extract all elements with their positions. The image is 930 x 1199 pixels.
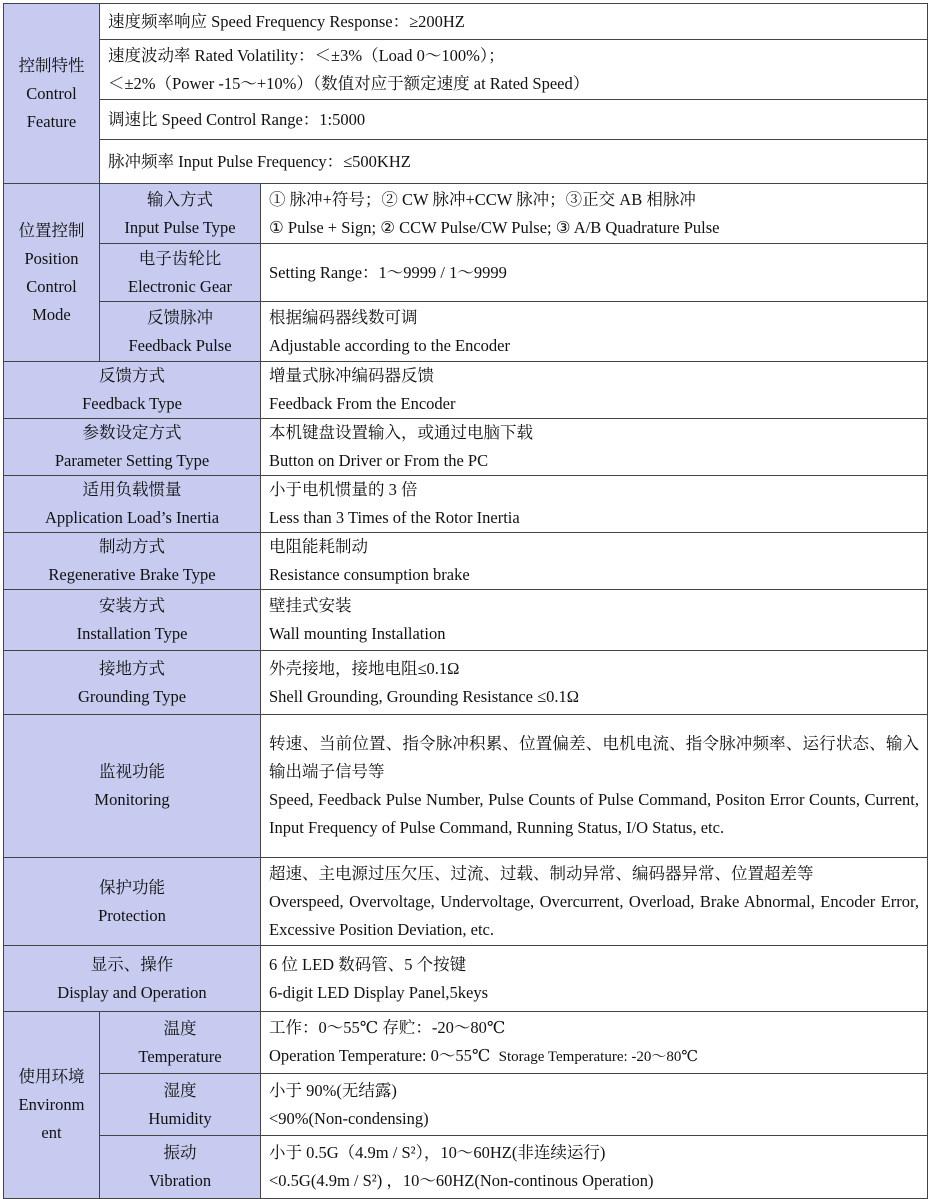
label-en: Protection — [98, 905, 166, 925]
value-cn: 增量式脉冲编码器反馈 — [269, 366, 434, 385]
display-operation-label — [4, 946, 261, 1012]
table-row — [4, 715, 928, 858]
label-cn: 参数设定方式 — [82, 423, 182, 442]
label-en: Feedback Type — [82, 394, 182, 413]
category-position — [4, 184, 100, 362]
category-label-en: Control — [26, 276, 77, 296]
brake-type-label — [4, 533, 261, 590]
electronic-gear-label — [100, 244, 261, 302]
label-cn: 输入方式 — [147, 189, 213, 209]
value-text: 调速比 Speed Control Range：1:5000 — [108, 109, 366, 129]
category-label-cn: 控制特性 — [18, 55, 85, 75]
vibration-label — [100, 1136, 261, 1199]
category-control — [4, 4, 100, 184]
table-row — [4, 244, 928, 302]
label-cn: 反馈方式 — [99, 366, 165, 385]
category-label-en: Position — [24, 248, 79, 268]
table-row — [4, 419, 928, 476]
value-cn: 小于 90%(无结露) — [269, 1080, 397, 1100]
value-en: 6-digit LED Display Panel,5keys — [269, 982, 489, 1002]
label-cn: 安装方式 — [99, 596, 165, 615]
label-en: Input Pulse Type — [124, 217, 236, 237]
label-en: Monitoring — [94, 790, 170, 809]
feedback-type-label — [4, 362, 261, 419]
table-row — [4, 40, 928, 100]
category-environment — [4, 1012, 100, 1199]
parameter-setting-label — [4, 419, 261, 476]
input-pulse-type-label — [100, 184, 261, 244]
table-row — [4, 140, 928, 184]
rated-volatility — [100, 40, 928, 100]
label-en: Display and Operation — [57, 982, 207, 1002]
label-cn: 显示、操作 — [90, 954, 174, 974]
humidity-label — [100, 1074, 261, 1136]
label-en: Humidity — [148, 1108, 212, 1128]
table-row — [4, 1136, 928, 1199]
value-cn: 小于 0.5G（4.9m / S²），10～60HZ(非连续运行) — [269, 1143, 606, 1162]
value-en: Speed, Feedback Pulse Number, Pulse Counts of Pulse Command, Positon Error Counts, Current, Input Frequency of Pulse Command, Running Status, I/O Status, etc. — [269, 790, 920, 837]
label-cn: 适用负载惯量 — [82, 480, 182, 499]
category-label-en: ent — [41, 1123, 62, 1142]
electronic-gear-value — [261, 244, 928, 302]
table-row — [4, 858, 928, 946]
monitoring-value — [261, 715, 928, 858]
value-cn: 根据编码器线数可调 — [269, 307, 418, 327]
vibration-value — [261, 1136, 928, 1199]
category-label-en: Feature — [26, 111, 77, 131]
label-en: Regenerative Brake Type — [48, 565, 216, 584]
value-cn: 小于电机惯量的 3 倍 — [269, 480, 418, 499]
load-inertia-label — [4, 476, 261, 533]
label-en: Parameter Setting Type — [54, 451, 210, 470]
value-cn: 6 位 LED 数码管、5 个按键 — [269, 954, 467, 974]
label-en: Application Load’s Inertia — [44, 508, 220, 527]
value-cn: 超速、主电源过压欠压、过流、过载、制动异常、编码器异常、位置超差等 — [269, 863, 814, 883]
label-en: Installation Type — [76, 624, 188, 643]
table-row — [4, 100, 928, 140]
value-cn: 壁挂式安装 — [269, 596, 352, 615]
value-text: ＜±2%（Power -15～+10%）（数值对应于额定速度 at Rated Speed） — [108, 73, 590, 93]
label-cn: 制动方式 — [99, 537, 165, 556]
value-en: <90%(Non-condensing) — [269, 1108, 429, 1128]
table-row — [4, 362, 928, 419]
category-label-en: Mode — [32, 304, 71, 324]
table-row — [4, 533, 928, 590]
speed-frequency-response — [100, 4, 928, 40]
value-text: 脉冲频率 Input Pulse Frequency：≤500KHZ — [108, 151, 411, 171]
value-text: Setting Range：1～9999 / 1～9999 — [269, 262, 507, 282]
value-cn: 工作：0～55℃ 存贮：-20～80℃ — [269, 1018, 506, 1037]
storage-temperature: Storage Temperature: -20～80℃ — [498, 1049, 699, 1065]
value-en: ① Pulse + Sign; ② CCW Pulse/CW Pulse; ③ A/B Quadrature Pulse — [269, 217, 720, 237]
value-en: Button on Driver or From the PC — [269, 451, 489, 470]
humidity-value — [261, 1074, 928, 1136]
label-cn: 湿度 — [163, 1080, 197, 1100]
load-inertia-value — [261, 476, 928, 533]
spec-table — [3, 3, 928, 1199]
feedback-pulse-label — [100, 302, 261, 362]
value-en: Adjustable according to the Encoder — [269, 335, 510, 355]
label-en: Feedback Pulse — [128, 335, 232, 355]
table-row — [4, 590, 928, 651]
value-en: Less than 3 Times of the Rotor Inertia — [269, 508, 520, 527]
category-label-cn: 使用环境 — [18, 1067, 85, 1086]
value-cn: 电阻能耗制动 — [269, 537, 368, 556]
label-cn: 电子齿轮比 — [138, 248, 222, 268]
table-row — [4, 4, 928, 40]
brake-type-value — [261, 533, 928, 590]
installation-type-label — [4, 590, 261, 651]
operation-temperature: Operation Temperature: 0～55℃ — [269, 1046, 491, 1065]
value-en: Resistance consumption brake — [269, 565, 470, 584]
monitoring-label — [4, 715, 261, 858]
installation-type-value — [261, 590, 928, 651]
table-row — [4, 1012, 928, 1074]
label-en: Vibration — [148, 1171, 212, 1190]
protection-label — [4, 858, 261, 946]
label-cn: 温度 — [163, 1018, 197, 1038]
temperature-label — [100, 1012, 261, 1074]
label-en: Electronic Gear — [128, 276, 232, 296]
label-cn: 接地方式 — [99, 658, 165, 678]
grounding-type-label — [4, 651, 261, 715]
label-cn: 监视功能 — [99, 762, 165, 781]
label-en: Grounding Type — [77, 686, 187, 706]
table-row — [4, 476, 928, 533]
value-en: Shell Grounding, Grounding Resistance ≤0.1Ω — [269, 686, 580, 706]
label-cn: 保护功能 — [99, 877, 165, 897]
value-en: <0.5G(4.9m / S²) ，10～60HZ(Non-continous Operation) — [269, 1171, 654, 1190]
feedback-pulse-value — [261, 302, 928, 362]
table-row — [4, 1074, 928, 1136]
value-en: Overspeed, Overvoltage, Undervoltage, Overcurrent, Overload, Brake Abnormal, Encoder Error, Excessive Position Deviation, etc. — [269, 891, 920, 939]
table-row — [4, 184, 928, 244]
value-en: Wall mounting Installation — [269, 624, 446, 643]
value-en — [269, 1042, 919, 1071]
value-cn: ① 脉冲+符号；② CW 脉冲+CCW 脉冲；③正交 AB 相脉冲 — [269, 189, 696, 209]
grounding-type-value — [261, 651, 928, 715]
table-row — [4, 946, 928, 1012]
speed-control-range — [100, 100, 928, 140]
label-cn: 反馈脉冲 — [147, 307, 213, 327]
value-cn: 外壳接地，接地电阻≤0.1Ω — [269, 658, 460, 678]
table-row — [4, 651, 928, 715]
feedback-type-value — [261, 362, 928, 419]
category-label-cn: 位置控制 — [18, 220, 85, 240]
value-cn: 转速、当前位置、指令脉冲积累、位置偏差、电机电流、指令脉冲频率、运行状态、输入输出端子信号等 — [269, 734, 920, 781]
label-en: Temperature — [138, 1046, 222, 1066]
value-en: Feedback From the Encoder — [269, 394, 456, 413]
value-text: 速度频率响应 Speed Frequency Response：≥200HZ — [108, 11, 465, 31]
table-row — [4, 302, 928, 362]
display-operation-value — [261, 946, 928, 1012]
label-cn: 振动 — [163, 1143, 197, 1162]
protection-value — [261, 858, 928, 946]
value-text: 速度波动率 Rated Volatility：＜±3%（Load 0～100%）； — [108, 45, 505, 65]
category-label-en: Environm — [18, 1095, 85, 1114]
input-pulse-type-value — [261, 184, 928, 244]
category-label-en: Control — [26, 83, 77, 103]
parameter-setting-value — [261, 419, 928, 476]
temperature-value — [261, 1012, 928, 1074]
input-pulse-frequency — [100, 140, 928, 184]
value-cn: 本机键盘设置输入，或通过电脑下载 — [269, 423, 533, 442]
